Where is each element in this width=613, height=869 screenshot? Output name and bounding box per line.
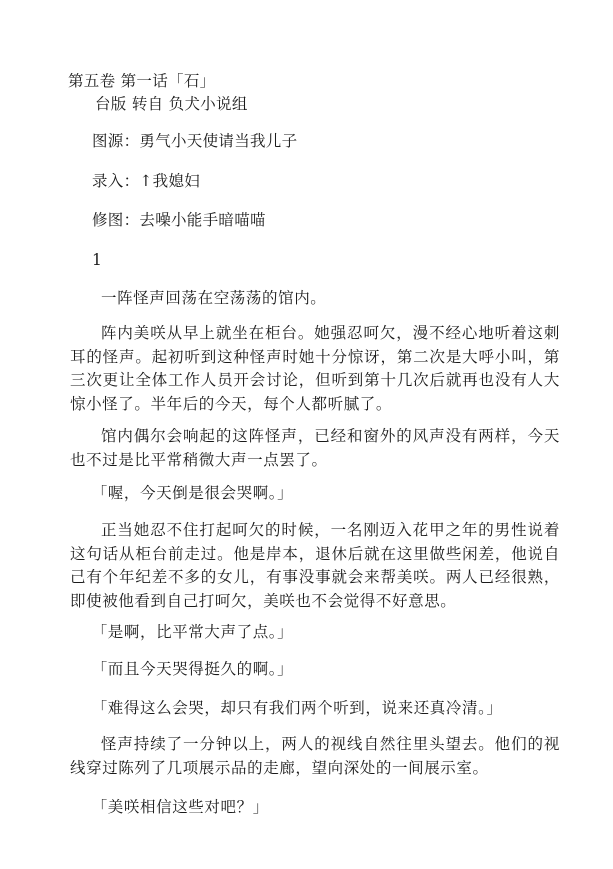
chapter-title: 第五卷 第一话「石」 — [68, 72, 216, 90]
dialogue-line: 「难得这么会哭，却只有我们两个听到，说来还真冷清。」 — [91, 699, 503, 717]
paragraph: 馆内偶尔会响起的这阵怪声，已经和窗外的风声没有两样，今天也不过是比平常稍微大声一点罢了。 — [70, 427, 560, 469]
paragraph: 阵内美咲从早上就坐在柜台。她强忍呵欠，漫不经心地听着这刺耳的怪声。起初听到这种怪声时她十分惊讶，第二次是大呼小叫，第三次更让全体工作人员开会讨论，但听到第十几次后就再也没有人大惊小怪了。半年后的今天，每个人都听腻了。 — [70, 324, 560, 413]
paragraph: 怪声持续了一分钟以上，两人的视线自然往里头望去。他们的视线穿过陈列了几项展示品的走廊，望向深处的一间展示室。 — [70, 735, 560, 777]
credit-editor: 修图：去噪小能手暗喵喵 — [92, 211, 266, 229]
section-number: 1 — [92, 251, 103, 269]
paragraph: 一阵怪声回荡在空荡荡的馆内。 — [101, 289, 327, 307]
dialogue-line: 「美咲相信这些对吧？」 — [91, 798, 269, 816]
paragraph: 正当她忍不住打起呵欠的时候，一名刚迈入花甲之年的男性说着这句话从柜台前走过。他是岸本，退休后就在这里做些闲差，他说自己有个年纪差不多的女儿，有事没事就会来帮美咲。两人已经很熟，即使被他看到自己打呵欠，美咲也不会觉得不好意思。 — [70, 521, 560, 610]
chapter-subtitle: 台版 转自 负犬小说组 — [95, 95, 248, 113]
dialogue-line: 「而且今天哭得挺久的啊。」 — [91, 660, 294, 678]
dialogue-line: 「喔，今天倒是很会哭啊。」 — [91, 484, 294, 502]
credit-typist: 录入：↑我媳妇 — [92, 172, 201, 190]
dialogue-line: 「是啊，比平常大声了点。」 — [91, 623, 294, 641]
credit-source: 图源：勇气小天使请当我儿子 — [92, 132, 298, 150]
